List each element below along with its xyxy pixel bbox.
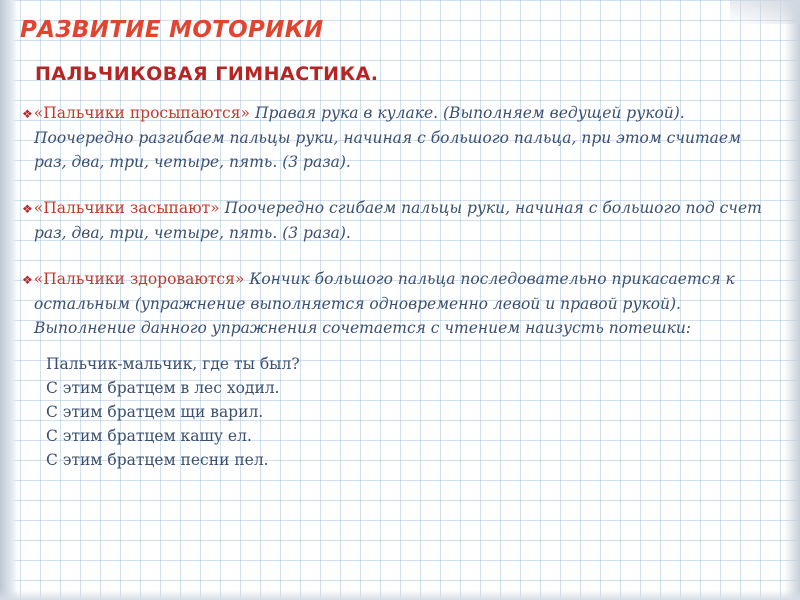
exercise-title: «Пальчики просыпаются» <box>33 104 251 122</box>
exercise-list <box>22 101 772 494</box>
diamond-bullet-icon: ❖ <box>22 273 33 287</box>
poem-line: С этим братцем щи варил. <box>46 403 264 421</box>
diamond-bullet-icon: ❖ <box>22 202 33 216</box>
exercise-title: «Пальчики засыпают» <box>33 199 220 217</box>
slide-frame-right <box>784 0 800 600</box>
exercise-item-wake-up <box>22 101 772 174</box>
exercise-description: Правая рука в кулаке. (Выполняем ведущей рукой). Поочередно разгибаем пальцы руки, начиная с большого пальца, при этом считаем раз, два, три, четыре, пять. (3 раза). <box>34 104 741 171</box>
exercise-description: Кончик большого пальца последовательно прикасается к остальным (упражнение выполняется одновременно левой и правой рукой). Выполнение данного упражнения сочетается с чтением наизусть потешки: <box>34 270 735 337</box>
poem-line: С этим братцем в лес ходил. <box>46 379 280 397</box>
exercise-description: Поочередно сгибаем пальцы руки, начиная с большого под счет раз, два, три, четыре, пять. (3 раза). <box>34 199 762 242</box>
poem-line: С этим братцем кашу ел. <box>46 427 252 445</box>
exercise-item-fall-asleep <box>22 196 772 245</box>
diamond-bullet-icon: ❖ <box>22 107 33 121</box>
exercise-item-greeting <box>22 267 772 472</box>
poem-line: С этим братцем песни пел. <box>46 451 269 469</box>
exercise-title: «Пальчики здороваются» <box>33 270 245 288</box>
slide-frame-bottom <box>0 590 800 600</box>
poem-line: Пальчик-мальчик, где ты был? <box>46 355 300 373</box>
slide-frame-corner <box>730 0 800 24</box>
section-title: РАЗВИТИЕ МОТОРИКИ <box>20 17 324 43</box>
nursery-rhyme <box>34 352 772 472</box>
slide-frame-left <box>0 0 18 600</box>
subtitle: ПАЛЬЧИКОВАЯ ГИМНАСТИКА. <box>35 63 379 85</box>
